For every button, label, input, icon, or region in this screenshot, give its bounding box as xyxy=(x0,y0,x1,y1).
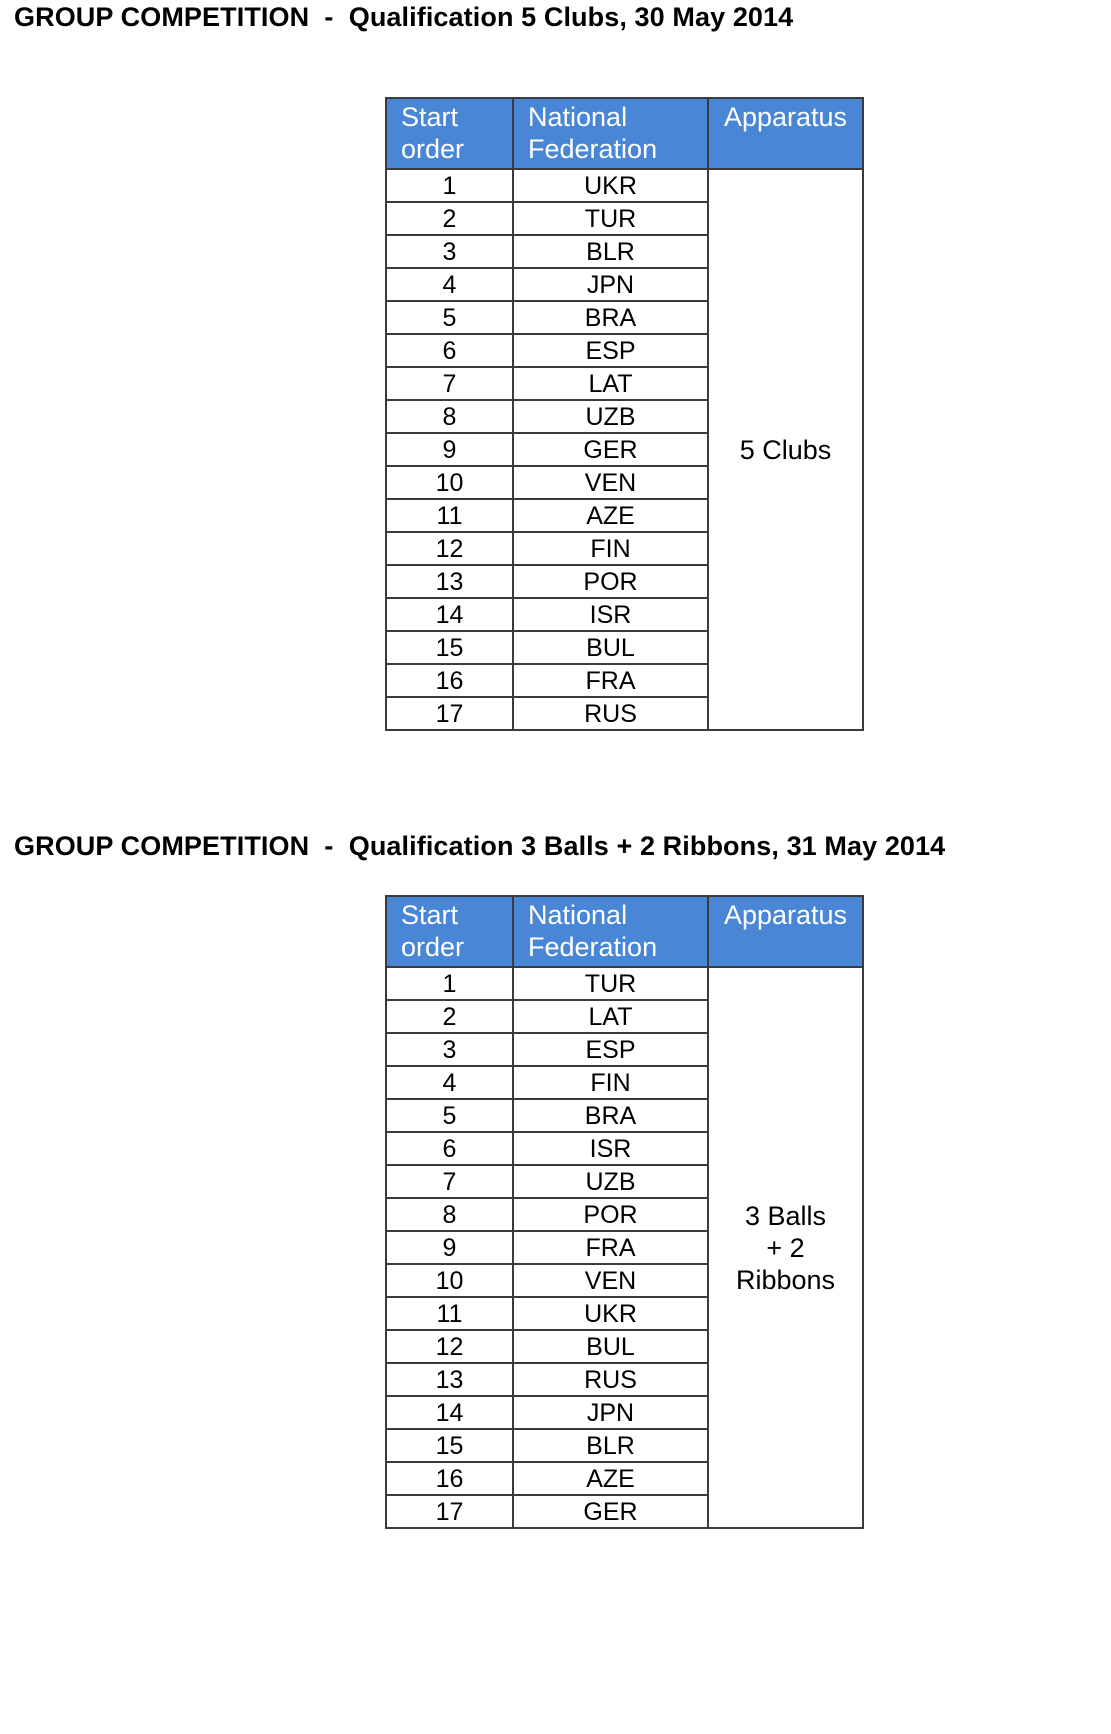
apparatus-header: Apparatus xyxy=(708,98,863,169)
start-order-cell: 9 xyxy=(386,433,513,466)
header-line: order xyxy=(401,134,465,164)
start-order-cell: 4 xyxy=(386,268,513,301)
start-order-cell: 17 xyxy=(386,1495,513,1528)
start-order-header xyxy=(386,896,513,967)
start-order-cell: 5 xyxy=(386,1099,513,1132)
start-order-cell: 17 xyxy=(386,697,513,730)
header-row xyxy=(386,98,863,169)
start-order-cell: 6 xyxy=(386,1132,513,1165)
start-order-cell: 7 xyxy=(386,367,513,400)
header-row xyxy=(386,896,863,967)
section-title-5-clubs: GROUP COMPETITION - Qualification 5 Clubs, 30 May 2014 xyxy=(14,2,794,32)
federation-cell: AZE xyxy=(513,499,708,532)
header-line: Start xyxy=(401,102,459,132)
start-order-cell: 8 xyxy=(386,1198,513,1231)
apparatus-line: Ribbons xyxy=(735,1264,836,1295)
start-order-cell: 2 xyxy=(386,202,513,235)
apparatus-line: 5 Clubs xyxy=(739,434,832,465)
start-order-cell: 1 xyxy=(386,967,513,1000)
start-order-cell: 10 xyxy=(386,466,513,499)
section-title-3-balls-2-ribbons: GROUP COMPETITION - Qualification 3 Balls + 2 Ribbons, 31 May 2014 xyxy=(14,831,946,861)
apparatus-cell xyxy=(708,967,863,1528)
federation-cell: VEN xyxy=(513,466,708,499)
start-order-cell: 8 xyxy=(386,400,513,433)
federation-cell: UZB xyxy=(513,400,708,433)
start-order-header xyxy=(386,98,513,169)
federation-cell: ISR xyxy=(513,1132,708,1165)
start-order-cell: 2 xyxy=(386,1000,513,1033)
start-order-cell: 13 xyxy=(386,565,513,598)
federation-cell: AZE xyxy=(513,1462,708,1495)
federation-cell: RUS xyxy=(513,1363,708,1396)
federation-cell: BUL xyxy=(513,631,708,664)
federation-cell: BRA xyxy=(513,301,708,334)
national-federation-header xyxy=(513,98,708,169)
federation-cell: TUR xyxy=(513,967,708,1000)
table-body xyxy=(386,967,863,1528)
federation-cell: UKR xyxy=(513,169,708,202)
federation-cell: JPN xyxy=(513,268,708,301)
start-order-cell: 10 xyxy=(386,1264,513,1297)
table-row xyxy=(386,967,863,1000)
header-line: National xyxy=(528,900,628,930)
federation-cell: BUL xyxy=(513,1330,708,1363)
federation-cell: POR xyxy=(513,1198,708,1231)
start-order-cell: 14 xyxy=(386,1396,513,1429)
header-line: order xyxy=(401,932,465,962)
national-federation-header xyxy=(513,896,708,967)
start-order-cell: 16 xyxy=(386,1462,513,1495)
federation-cell: BLR xyxy=(513,235,708,268)
apparatus-line: 3 Balls xyxy=(744,1200,827,1231)
federation-cell: UZB xyxy=(513,1165,708,1198)
header-line: Federation xyxy=(528,134,658,164)
federation-cell: ESP xyxy=(513,1033,708,1066)
federation-cell: ESP xyxy=(513,334,708,367)
table-body xyxy=(386,169,863,730)
table-header xyxy=(386,98,863,169)
federation-cell: JPN xyxy=(513,1396,708,1429)
start-order-cell: 9 xyxy=(386,1231,513,1264)
start-order-cell: 11 xyxy=(386,1297,513,1330)
start-order-cell: 5 xyxy=(386,301,513,334)
federation-cell: GER xyxy=(513,1495,708,1528)
start-order-cell: 11 xyxy=(386,499,513,532)
federation-cell: POR xyxy=(513,565,708,598)
federation-cell: LAT xyxy=(513,1000,708,1033)
start-order-cell: 12 xyxy=(386,1330,513,1363)
start-order-table-5-clubs xyxy=(385,97,864,731)
table-row xyxy=(386,169,863,202)
federation-cell: RUS xyxy=(513,697,708,730)
federation-cell: FRA xyxy=(513,664,708,697)
header-line: National xyxy=(528,102,628,132)
apparatus-line: + 2 xyxy=(766,1232,805,1263)
federation-cell: FIN xyxy=(513,1066,708,1099)
header-line: Federation xyxy=(528,932,658,962)
apparatus-cell xyxy=(708,169,863,730)
start-order-cell: 3 xyxy=(386,1033,513,1066)
start-order-cell: 1 xyxy=(386,169,513,202)
start-order-cell: 6 xyxy=(386,334,513,367)
federation-cell: ISR xyxy=(513,598,708,631)
header-line: Start xyxy=(401,900,459,930)
federation-cell: BRA xyxy=(513,1099,708,1132)
federation-cell: UKR xyxy=(513,1297,708,1330)
federation-cell: FIN xyxy=(513,532,708,565)
federation-cell: LAT xyxy=(513,367,708,400)
start-order-cell: 4 xyxy=(386,1066,513,1099)
start-order-cell: 12 xyxy=(386,532,513,565)
start-order-cell: 7 xyxy=(386,1165,513,1198)
start-order-cell: 15 xyxy=(386,1429,513,1462)
apparatus-header: Apparatus xyxy=(708,896,863,967)
start-order-cell: 3 xyxy=(386,235,513,268)
federation-cell: TUR xyxy=(513,202,708,235)
table-header xyxy=(386,896,863,967)
federation-cell: FRA xyxy=(513,1231,708,1264)
start-order-cell: 13 xyxy=(386,1363,513,1396)
start-order-cell: 14 xyxy=(386,598,513,631)
federation-cell: VEN xyxy=(513,1264,708,1297)
federation-cell: BLR xyxy=(513,1429,708,1462)
start-order-table-3-balls-2-ribbons xyxy=(385,895,864,1529)
federation-cell: GER xyxy=(513,433,708,466)
start-order-cell: 16 xyxy=(386,664,513,697)
start-order-cell: 15 xyxy=(386,631,513,664)
